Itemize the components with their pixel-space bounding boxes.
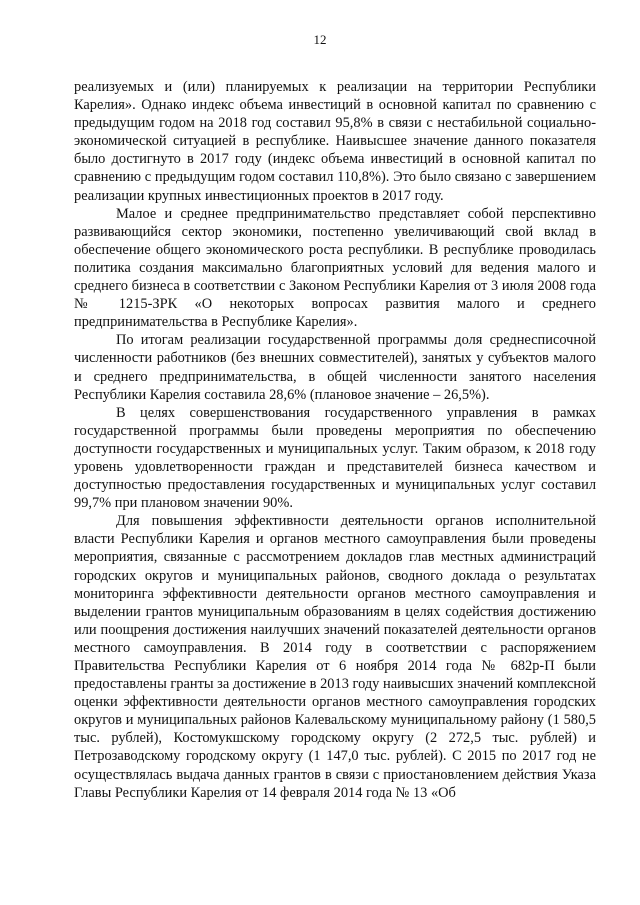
paragraph-continuation: реализуемых и (или) планируемых к реализации на территории Республики Карелия». Однако индекс объема инвестиций в основной капитал по сравнению с предыдущим годом на 2018 год составил 95,8% в связи с нестабильной социально-экономической ситуацией в республике. Наивысшее значение данного показателя было достигнуто в 2017 году (индекс объема инвестиций в основной капитал по сравнению с предыдущим годом составил 110,8%). Это было связано с завершением реализации крупных инвестиционных проектов в 2017 году. — [74, 79, 596, 204]
paragraph-small-business: Малое и среднее предпринимательство представляет собой перспективно развивающийся сектор экономики, постепенно увеличивающий свой вклад в обеспечение общего экономического роста республики. В республике проводилась политика создания максимально благоприятных условий для ведения малого и среднего бизнеса в соответствии с Законом Республики Карелия от 3 июля 2008 года № 1215-ЗРК «О некоторых вопросах развития малого и среднего предпринимательства в Республике Карелия». — [74, 205, 596, 331]
document-body — [74, 78, 596, 802]
paragraph-program-results: По итогам реализации государственной программы доля среднесписочной численности работников (без внешних совместителей), занятых у субъектов малого и среднего предпринимательства, в общей численности занятого населения Республики Карелия составила 28,6% (плановое значение – 26,5%). — [74, 332, 596, 403]
paragraph-public-services: В целях совершенствования государственного управления в рамках государственной программы были проведены мероприятия по обеспечению доступности государственных и муниципальных услуг. Таким образом, к 2018 году уровень удовлетворенности граждан и представителей бизнеса качеством и доступностью предоставления государственных и муниципальных услуг составил 99,7% при плановом значении 90%. — [74, 404, 596, 512]
paragraph-local-government-grants: Для повышения эффективности деятельности органов исполнительной власти Республики Карелия и органов местного самоуправления были проведены мероприятия, связанные с рассмотрением докладов глав местных администраций городских округов и муниципальных районов, сводного доклада о результатах мониторинга эффективности деятельности органов местного самоуправления и выделении грантов муниципальным образованиям в целях содействия достижению или поощрения достижения наилучших значений показателей деятельности органов местного самоуправления. В 2014 году в соответствии с распоряжением Правительства Республики Карелия от 6 ноября 2014 года № 682р-П были предоставлены гранты за достижение в 2013 году наивысших значений комплексной оценки эффективности деятельности органов местного самоуправления городских округов и муниципальных районов Калевальскому муниципальному району (1 580,5 тыс. рублей), Костомукшскому городскому округу (2 272,5 тыс. рублей) и Петрозаводскому городскому округу (1 147,0 тыс. рублей). С 2015 по 2017 год не осуществлялась выдача данных грантов в связи с приостановлением действия Указа Главы Республики Карелия от 14 февраля 2014 года № 13 «Об — [74, 513, 596, 801]
page-number: 12 — [313, 32, 327, 47]
